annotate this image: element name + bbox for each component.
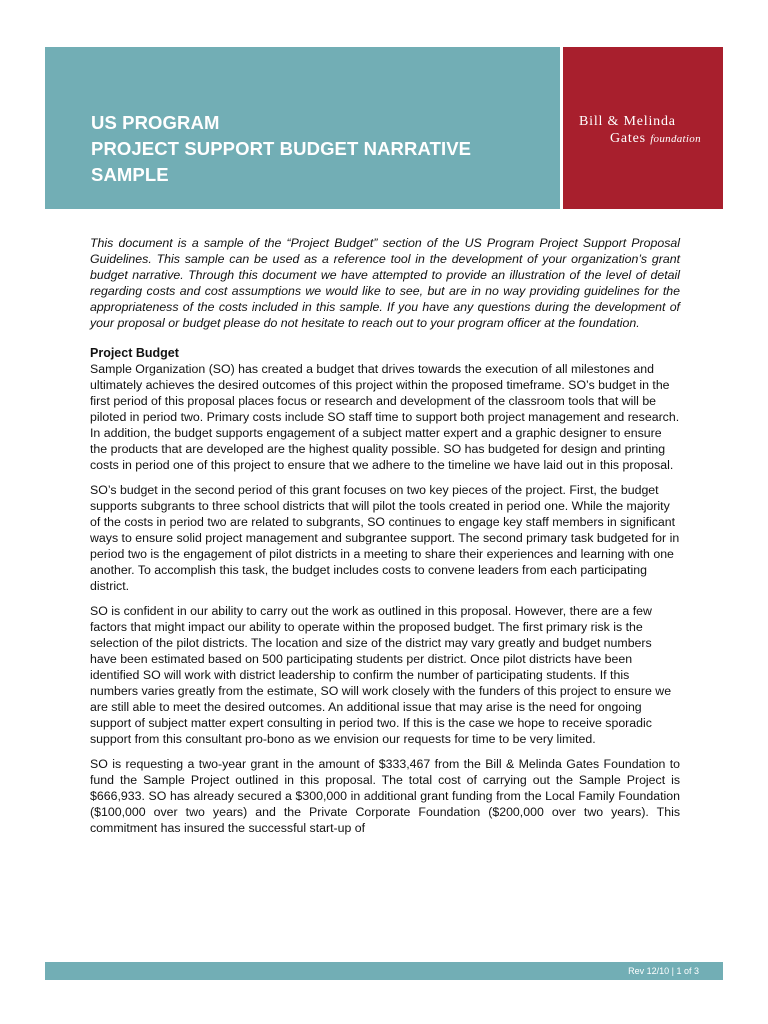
budget-paragraph-1: Sample Organization (SO) has created a budget that drives towards the execution of all milestones and ultimately achieves the desired outcomes of this project within the proposed timeframe. SO’s budget in the first period of this proposal places focus or research and development of the classroom tools that will be piloted in period two. Primary costs include SO staff time to support both project management and research. In addition, the budget supports engagement of a subject matter expert and a graphic designer to ensure the products that are developed are the highest quality possible. SO has budgeted for design and printing costs in period one of this project to ensure that we adhere to the timeline we have laid out in this proposal.: [90, 362, 680, 472]
section-heading: Project Budget: [90, 346, 179, 360]
page-footer-info: Rev 12/10 | 1 of 3: [628, 966, 699, 976]
document-title: [91, 110, 560, 188]
document-body: [90, 235, 680, 845]
budget-paragraph-2: SO’s budget in the second period of this grant focuses on two key pieces of the project. First, the budget supports subgrants to three school districts that will pilot the tools created in period one. While the majority of the costs in period two are related to subgrants, SO continues to engage key staff members in significant ways to ensure solid project management and subgrantee support. The second primary task budgeted for in period two is the engagement of pilot districts in a meeting to share their experiences and learning with one another. To accomplish this task, the budget includes costs to convene leaders from each participating district.: [90, 483, 680, 593]
budget-paragraph-3: SO is confident in our ability to carry out the work as outlined in this proposal. However, there are a few factors that might impact our ability to operate within the proposed budget. The first primary risk is the selection of the pilot districts. The location and size of the district may vary greatly and budget numbers have been estimated based on 500 participating students per district. Once pilot districts have been identified SO will work with district leadership to confirm the number of participating students. If this numbers varies greatly from the estimate, SO will work closely with the funders of this project to ensure we are still able to meet the desired outcomes. An additional issue that may arise is the need for ongoing support of subject matter expert consulting in period two. If this is the case we hope to receive sporadic support from this consultant pro-bono as we envision our requests for time to be very limited.: [90, 604, 672, 746]
gates-foundation-logo: [563, 47, 723, 209]
title-line-1: US PROGRAM: [91, 112, 220, 133]
logo-foundation-line: [610, 131, 701, 147]
intro-paragraph: This document is a sample of the “Project Budget” section of the US Program Project Support Proposal Guidelines. This sample can be used as a reference tool in the development of your organization’s grant budget narrative. Through this document we have attempted to provide an illustration of the level of detail regarding costs and cost assumptions we would like to see, but are in no way providing guidelines for the appropriateness of the costs included in this sample. If you have any questions during the development of your proposal or budget please do not hesitate to reach out to your program officer at the foundation.: [90, 236, 680, 330]
logo-gates-text: Gates: [610, 131, 646, 146]
logo-foundation-text: foundation: [650, 133, 701, 145]
budget-paragraph-4: SO is requesting a two-year grant in the amount of $333,467 from the Bill & Melinda Gates Foundation to fund the Sample Project outlined in this proposal. The total cost of carrying out the Sample Project is $666,933. SO has already secured a $300,000 in additional grant funding from the Local Family Foundation ($100,000 over two years) and the Private Corporate Foundation ($200,000 over two years). This commitment has insured the successful start-up of: [90, 757, 680, 835]
header-band: [45, 47, 560, 209]
footer-band: [45, 962, 723, 980]
logo-name-line: Bill & Melinda: [579, 114, 676, 129]
title-line-3: SAMPLE: [91, 164, 169, 185]
title-line-2: PROJECT SUPPORT BUDGET NARRATIVE: [91, 138, 472, 159]
